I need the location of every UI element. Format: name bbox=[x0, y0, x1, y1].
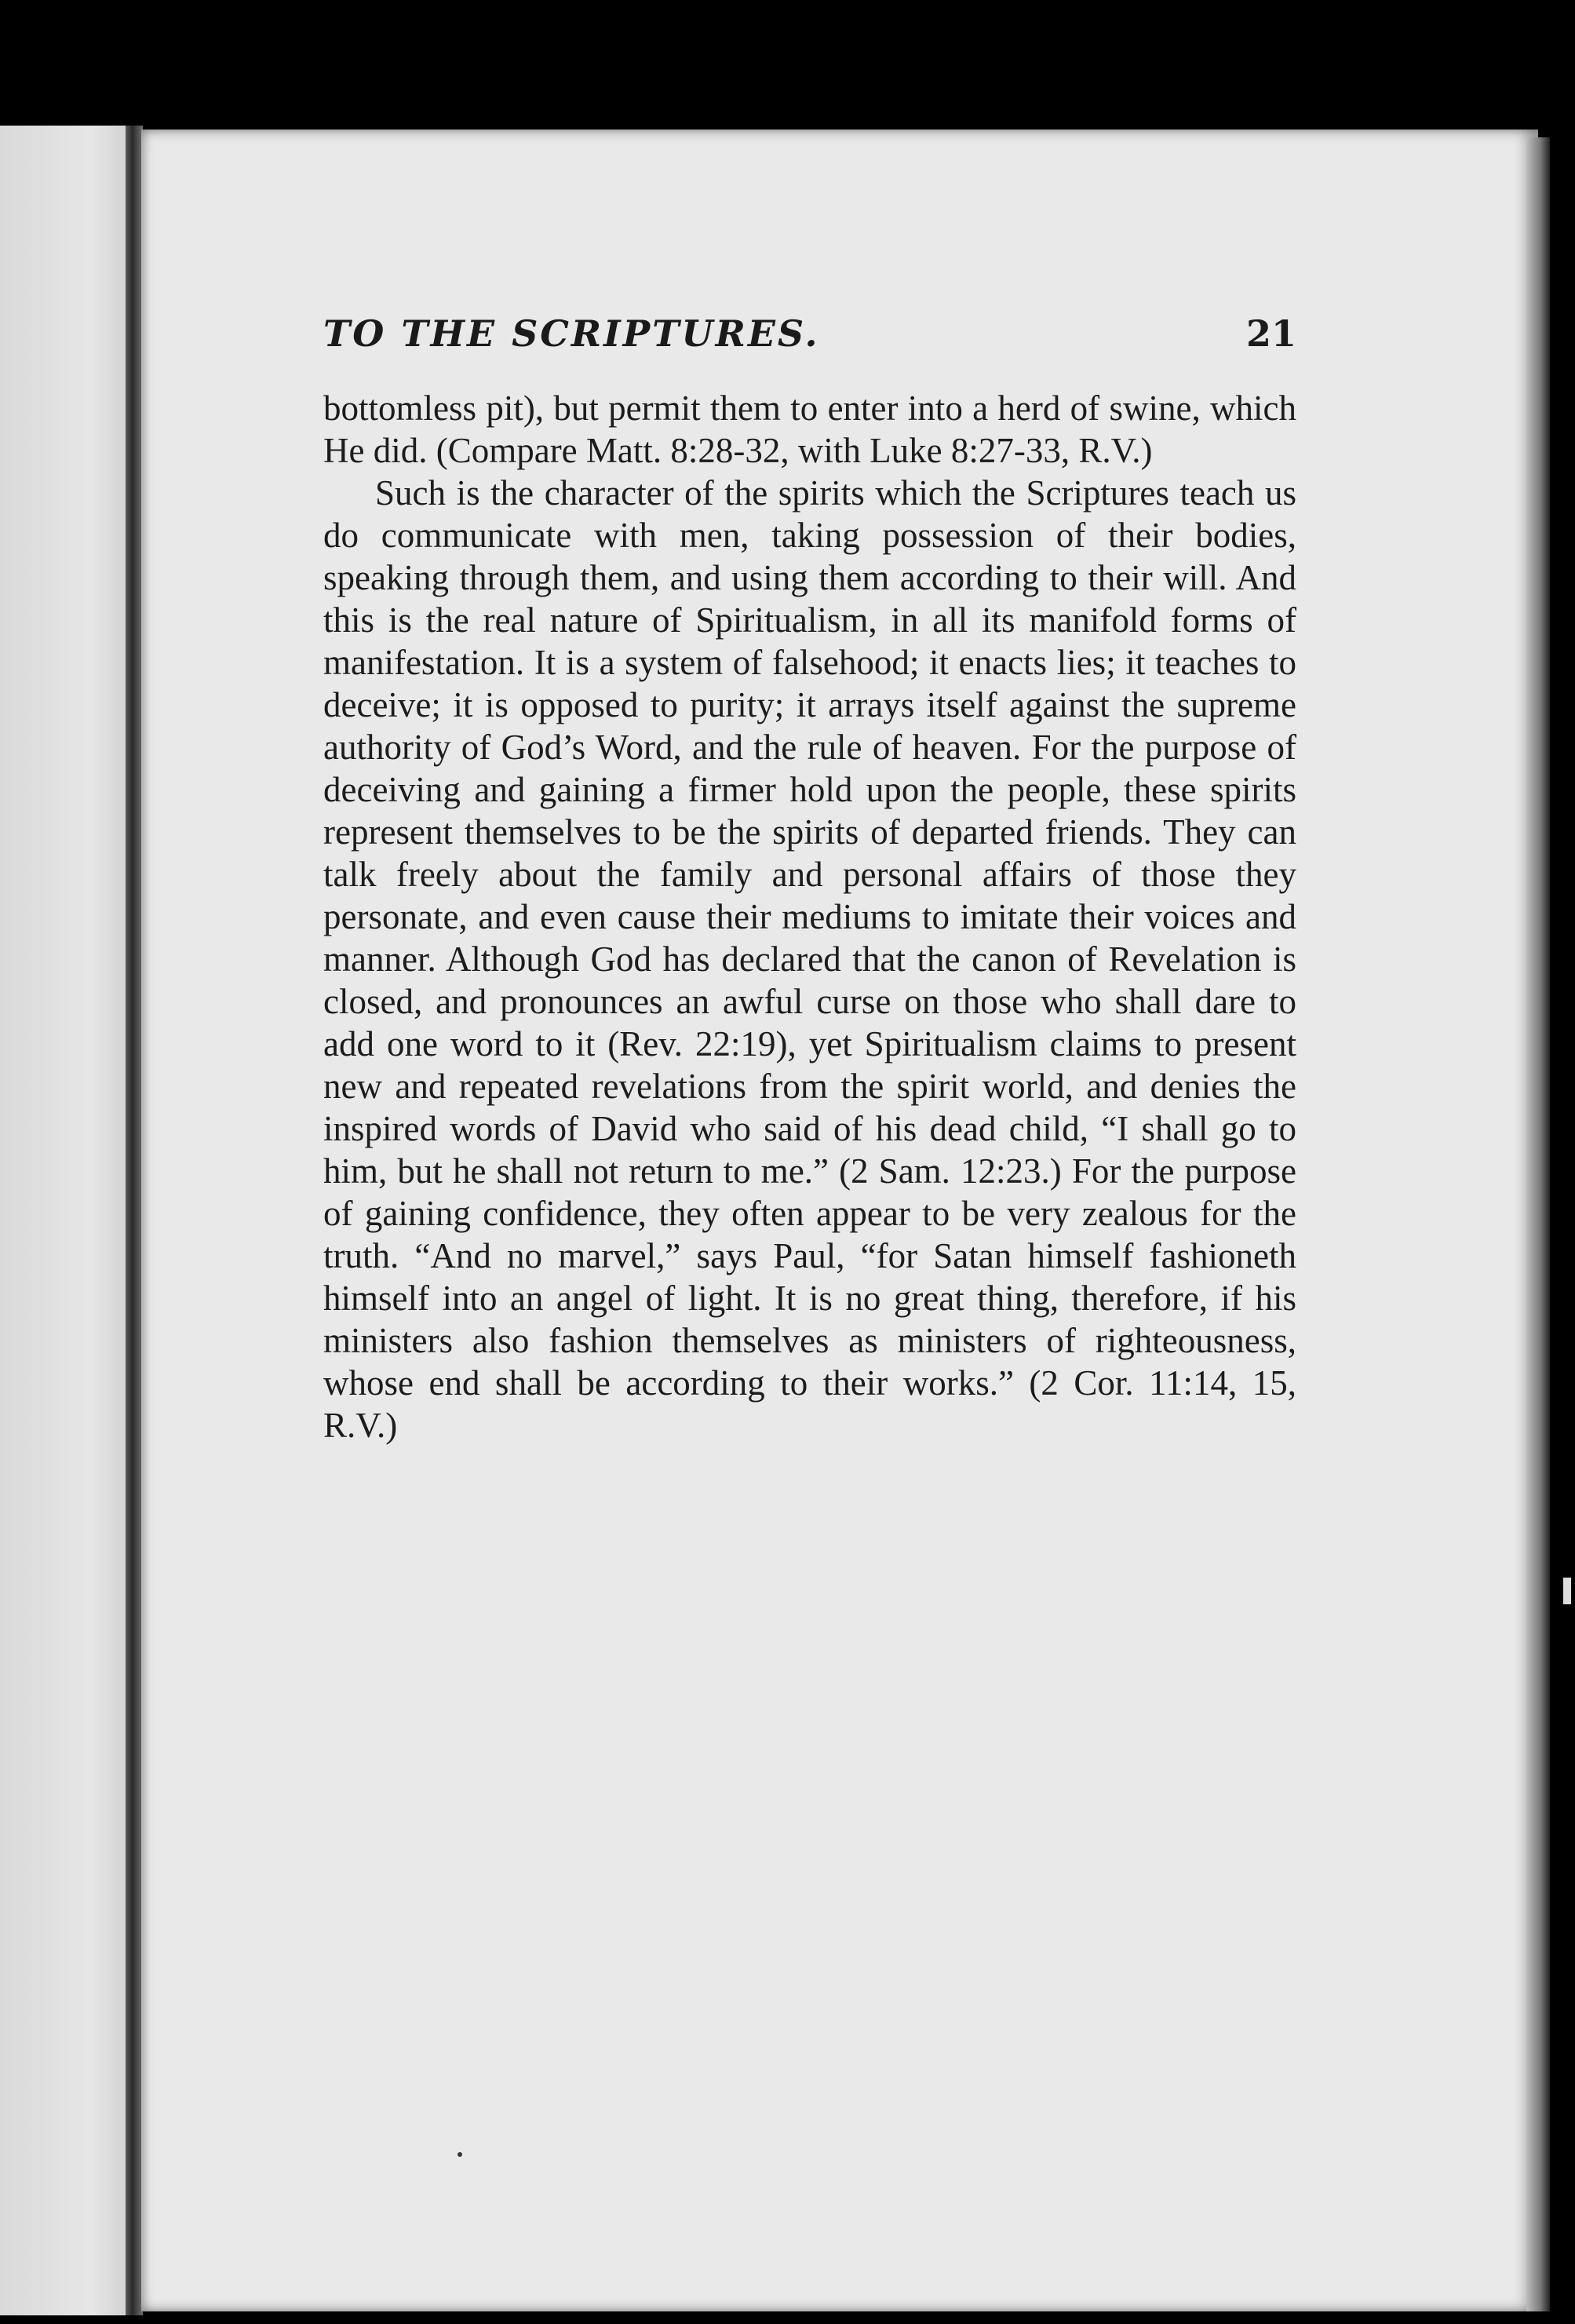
body-text bbox=[323, 387, 1296, 1447]
paragraph-continued: bottomless pit), but permit them to enter into a herd of swine, which He did. (Compare Matt. 8:28-32, with Luke 8:27-33, R.V.) bbox=[323, 389, 1296, 470]
paragraph: Such is the character of the spirits which the Scriptures teach us do communicate with men, taking possession of their bodies, speaking through them, and using them according to their will. And this is the real nature of Spiritualism, in all its manifold forms of manifestation. It is a system of falsehood; it enacts lies; it teaches to deceive; it is opposed to purity; it arrays itself against the supreme authority of God’s Word, and the rule of heaven. For the purpose of deceiving and gaining a firmer hold upon the people, these spirits represent themselves to be the spirits of departed friends. They can talk freely about the family and personal affairs of those they personate, and even cause their mediums to imitate their voices and manner. Although God has declared that the canon of Revelation is closed, and pronounces an awful curse on those who shall dare to add one word to it (Rev. 22:19), yet Spiritualism claims to present new and repeated revelations from the spirit world, and denies the inspired words of David who said of his dead child, “I shall go to him, but he shall not return to me.” (2 Sam. 12:23.) For the purpose of gaining confidence, they often appear to be very zealous for the truth. “And no marvel,” says Paul, “for Satan himself fashioneth himself into an angel of light. It is no great thing, therefore, if his ministers also fashion themselves as ministers of righteousness, whose end shall be according to their works.” (2 Cor. 11:14, 15, R.V.) bbox=[323, 473, 1296, 1445]
book-gutter bbox=[126, 126, 143, 2315]
page-tab-mark bbox=[1563, 1578, 1571, 1604]
running-title: TO THE SCRIPTURES. bbox=[323, 312, 820, 355]
page-edge-shadow bbox=[1526, 137, 1550, 2311]
ink-speck bbox=[458, 2152, 462, 2157]
previous-page-edge bbox=[0, 126, 132, 2315]
page-number: 21 bbox=[1245, 312, 1296, 355]
running-head bbox=[323, 312, 1296, 367]
